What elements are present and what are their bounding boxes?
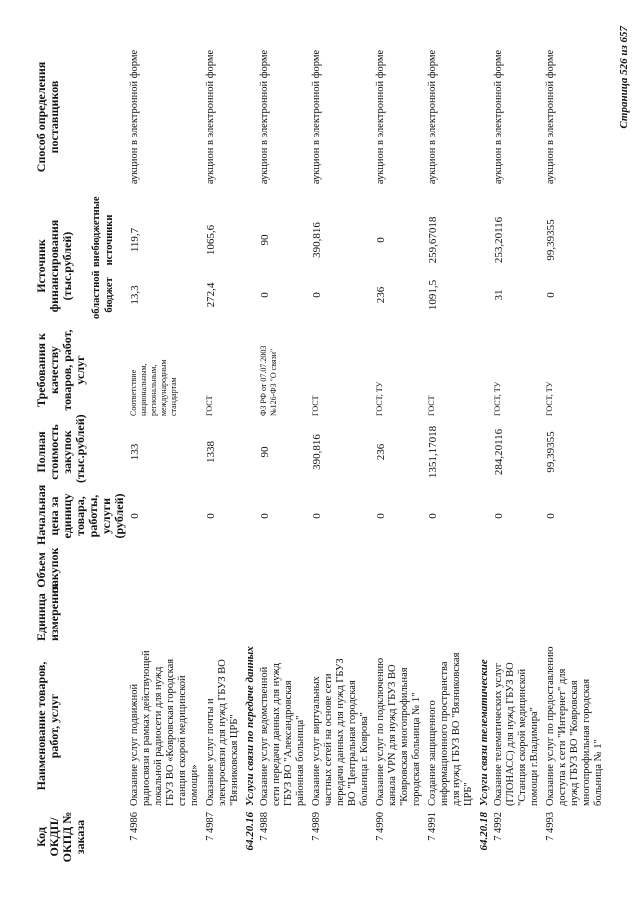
row-price: 0 xyxy=(545,513,557,519)
row-unit xyxy=(373,593,425,643)
row-volume xyxy=(309,547,373,593)
row-requirements: ФЗ РФ от 07.07.2003 №126-ФЗ "О связи" xyxy=(259,345,278,416)
row-requirements: ГОСТ xyxy=(205,395,214,416)
header-total: Полная стоимость закупок (тыс.рублей) xyxy=(34,414,87,483)
header-volume: Объем закупок xyxy=(34,547,61,591)
row-name: Оказание услуг по предоставлению доступа к сети "Интернет" для нужд ГБУЗ ВО "Ковровская многопрофильная городская больница № 1" xyxy=(545,646,604,806)
header-source: Источник финансирования (тыс.рублей) xyxy=(34,219,74,313)
row-name: Оказание услуг виртуальных частных сетей на основе сети передачи данных для нужд ГБУЗ ВО "Центральная городская больница г. Коврова" xyxy=(311,658,370,806)
row-code: 7 4992 xyxy=(493,812,504,841)
row-unit xyxy=(543,593,607,643)
row-code: 7 4993 xyxy=(545,812,556,841)
row-price: 0 xyxy=(205,513,217,519)
row-name: Оказание услуг почты и электросвязи для нужд ГБУЗ ВО "Вязниковская ЦРБ" xyxy=(205,659,240,806)
header-requirements: Требования к качеству товаров, работ, услуг xyxy=(34,329,87,411)
header-name: Наименование товаров, работ, услуг xyxy=(34,661,61,791)
row-method: аукцион в электронной форме xyxy=(259,49,270,185)
row-requirements: ГОСТ, ТУ xyxy=(375,381,384,416)
row-extra: 99,39355 xyxy=(545,219,557,261)
section-title: Услуги связи телематические xyxy=(478,659,490,806)
row-regional: 272,4 xyxy=(205,282,217,308)
row-extra: 253,20116 xyxy=(493,216,505,264)
row-regional: 31 xyxy=(493,289,505,301)
section-code: 64.20.18 xyxy=(478,812,490,851)
row-method: аукцион в электронной форме xyxy=(493,49,504,185)
row-price: 0 xyxy=(427,513,439,519)
row-regional: 0 xyxy=(259,292,271,298)
row-extra: 90 xyxy=(259,234,271,246)
row-method: аукцион в электронной форме xyxy=(129,49,140,185)
row-name: Оказание услуг подвижной радиосвязи в рамках действующей локальной радиосети для нужд ГБУЗ ВО «Ковровская городская станция скорой медицинской помощи» xyxy=(129,650,200,806)
table-row xyxy=(309,23,373,865)
table-row xyxy=(257,23,309,865)
page-number: Страница 526 из 657 xyxy=(618,26,630,129)
row-total: 236 xyxy=(375,443,387,461)
procurement-table xyxy=(34,23,607,865)
row-volume xyxy=(203,547,243,593)
row-price: 0 xyxy=(375,513,387,519)
row-volume xyxy=(373,547,425,593)
row-method: аукцион в электронной форме xyxy=(545,49,556,185)
row-code: 7 4991 xyxy=(427,812,438,841)
table-row xyxy=(203,23,243,865)
row-unit xyxy=(309,593,373,643)
row-extra: 0 xyxy=(375,237,387,243)
row-total: 99,39355 xyxy=(545,431,557,473)
row-code: 7 4987 xyxy=(205,812,216,841)
row-price: 0 xyxy=(311,513,323,519)
row-name: Оказание телематических услуг (ГЛОНАСС) для нужд ГБУЗ ВО "Станция скорой медицинской помощи г.Владимира" xyxy=(493,662,540,806)
row-regional: 13,3 xyxy=(129,285,141,305)
header-method: Способ определения поставщиков xyxy=(34,61,61,173)
row-unit xyxy=(203,593,243,643)
row-regional: 1091,5 xyxy=(427,279,439,311)
row-total: 1338 xyxy=(205,441,217,463)
row-extra: 119,7 xyxy=(129,227,141,253)
row-volume xyxy=(491,547,543,593)
row-unit xyxy=(425,593,477,643)
header-source-extra: внебюджетные источники xyxy=(91,196,116,267)
section-row xyxy=(477,23,491,865)
row-total: 284,20116 xyxy=(493,428,505,476)
header-source-regional: областной бюджет xyxy=(91,270,116,319)
row-extra: 259,67018 xyxy=(427,216,439,264)
row-requirements: ГОСТ, ТУ xyxy=(545,381,554,416)
row-code: 7 4989 xyxy=(311,812,322,841)
row-extra: 1065,6 xyxy=(205,224,217,256)
header-price: Начальная цена за единицу товара, работы, услуги (рублей) xyxy=(34,484,126,545)
row-total: 133 xyxy=(129,443,141,461)
row-code: 7 4990 xyxy=(375,812,386,841)
row-unit xyxy=(127,593,203,643)
row-unit xyxy=(257,593,309,643)
row-regional: 0 xyxy=(311,292,323,298)
row-requirements: Соответствие национальным, региональным, международным стандартам xyxy=(129,359,178,416)
row-extra: 390,816 xyxy=(311,222,323,258)
row-method: аукцион в электронной форме xyxy=(311,49,322,185)
row-name: Оказание услуг по подключению канала VPN для нужд ГБУЗ ВО "Ковровская многопрофильная городская больница № 1" xyxy=(375,657,422,806)
row-name: Оказание услуг ведомственной сети передачи данных для нужд ГБУЗ ВО "Александровская районная больница" xyxy=(259,663,306,806)
row-unit xyxy=(491,593,543,643)
header-unit: Единица измерения xyxy=(34,583,61,641)
row-requirements: ГОСТ, ТУ xyxy=(493,381,502,416)
table-row xyxy=(373,23,425,865)
section-row xyxy=(243,23,257,865)
row-total: 90 xyxy=(259,446,271,458)
row-requirements: ГОСТ xyxy=(311,395,320,416)
row-volume xyxy=(257,547,309,593)
row-volume xyxy=(425,547,477,593)
row-method: аукцион в электронной форме xyxy=(427,49,438,185)
table-row xyxy=(425,23,477,865)
row-code: 7 4988 xyxy=(259,812,270,841)
row-price: 0 xyxy=(259,513,271,519)
row-name: Создание защищенного информационного пространства для нужд ГБУЗ ВО "Вязниковская ЦРБ" xyxy=(427,652,474,806)
row-regional: 0 xyxy=(545,292,557,298)
row-method: аукцион в электронной форме xyxy=(375,49,386,185)
row-volume xyxy=(543,547,607,593)
section-title: Услуги связи по передаче данных xyxy=(244,646,256,806)
row-code: 7 4986 xyxy=(129,812,140,841)
table-row xyxy=(543,23,607,865)
section-code: 64.20.16 xyxy=(244,812,256,851)
row-regional: 236 xyxy=(375,286,387,304)
row-total: 390,816 xyxy=(311,434,323,470)
row-price: 0 xyxy=(129,513,141,519)
row-total: 1351,17018 xyxy=(427,425,439,479)
row-volume xyxy=(127,547,203,593)
header-code: Код ОКДП/ ОКПД № заказа xyxy=(34,811,87,863)
table-row xyxy=(491,23,543,865)
row-price: 0 xyxy=(493,513,505,519)
row-method: аукцион в электронной форме xyxy=(205,49,216,185)
row-requirements: ГОСТ xyxy=(427,395,436,416)
table-row xyxy=(127,23,203,865)
